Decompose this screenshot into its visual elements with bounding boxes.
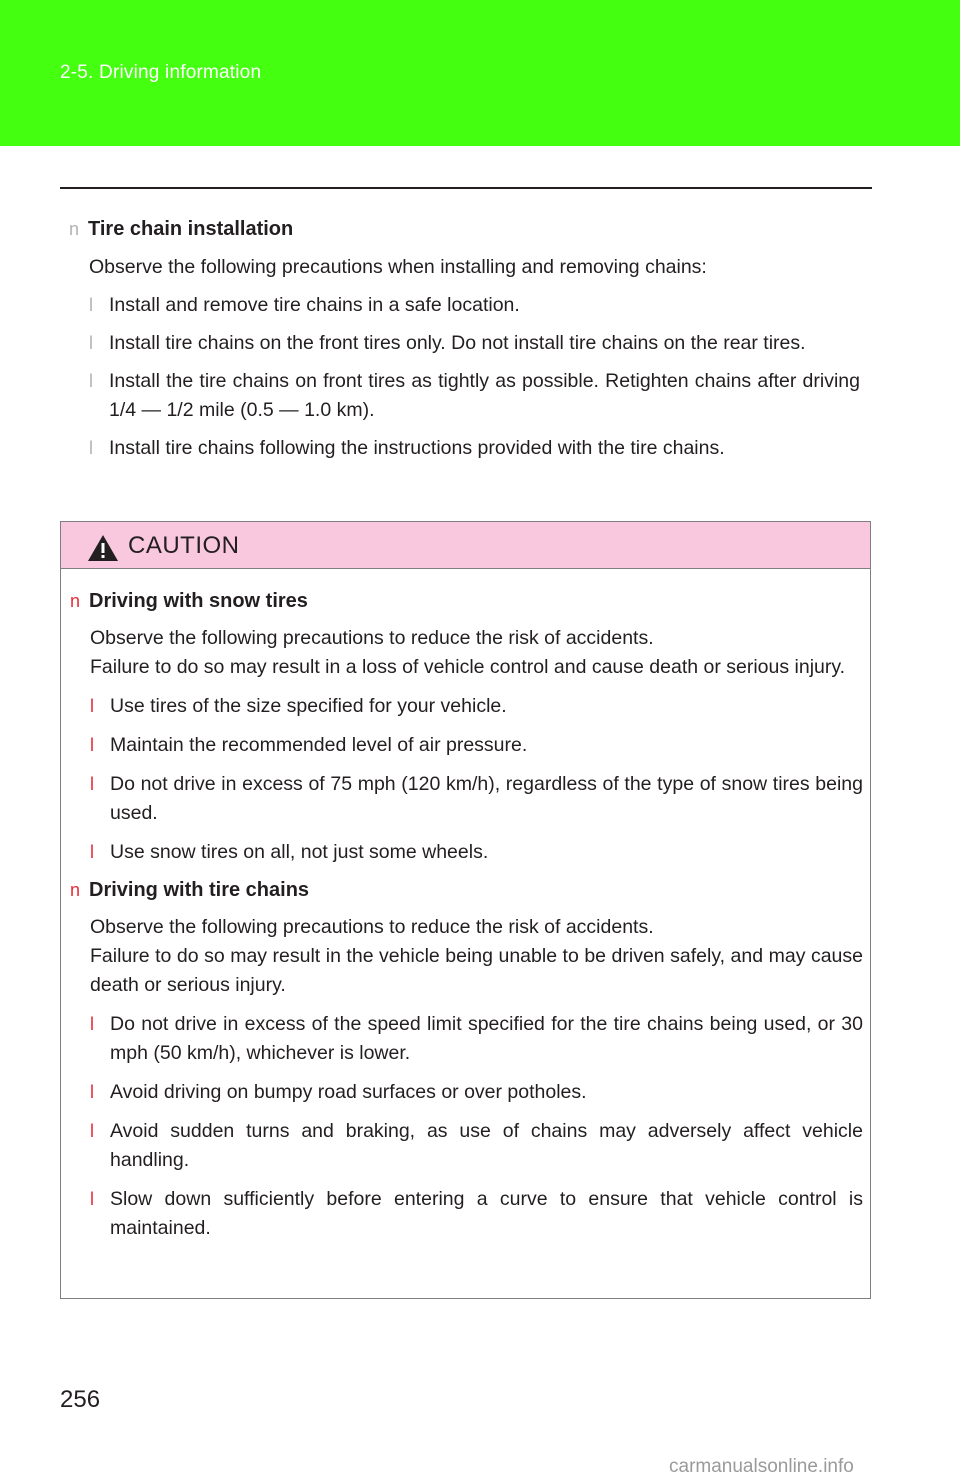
list-item: l Slow down sufficiently before entering a curve to ensure that vehicle control is maintained. <box>61 1185 863 1243</box>
square-bullet-icon: n <box>70 880 81 900</box>
caution-header <box>61 522 870 569</box>
bullet-icon: l <box>90 842 94 862</box>
list-item: l Do not drive in excess of the speed limit specified for the tire chains being used, or 30 mph (50 km/h), whichever is lower. <box>61 1010 863 1068</box>
bullet-icon: l <box>89 371 93 391</box>
list-item: l Install tire chains on the front tires only. Do not install tire chains on the rear tires. <box>60 329 860 358</box>
page-number: 256 <box>60 1386 101 1413</box>
intro-text: Observe the following precautions when installing and removing chains: <box>89 256 707 278</box>
section-title: 2-5. Driving information <box>60 62 262 83</box>
page-header <box>0 0 960 146</box>
intro-text: Observe the following precautions to reduce the risk of accidents. <box>90 916 654 938</box>
bullet-icon: l <box>89 295 93 315</box>
bullet-icon: l <box>89 438 93 458</box>
section-heading: n Tire chain installation <box>60 214 860 244</box>
bullet-icon: l <box>90 1082 94 1102</box>
bullet-icon: l <box>90 735 94 755</box>
chains-heading: n Driving with tire chains <box>61 875 863 905</box>
list-item: l Do not drive in excess of 75 mph (120 km/h), regardless of the type of snow tires being used. <box>61 770 863 828</box>
list-item: l Use snow tires on all, not just some wheels. <box>61 838 863 867</box>
warning-text: Failure to do so may result in the vehicle being unable to be driven safely, and may cause death or serious injury. <box>90 945 863 996</box>
divider <box>60 187 872 189</box>
list-item: l Install the tire chains on front tires as tightly as possible. Retighten chains after driving 1/4 — 1/2 mile (0.5 — 1.0 km). <box>60 367 860 425</box>
list-item: l Install tire chains following the instructions provided with the tire chains. <box>60 434 860 463</box>
warning-text: Failure to do so may result in a loss of vehicle control and cause death or serious injury. <box>90 656 846 678</box>
caution-title: CAUTION <box>128 532 240 559</box>
snow-heading: n Driving with snow tires <box>61 586 863 616</box>
list-item: l Avoid driving on bumpy road surfaces or over potholes. <box>61 1078 863 1107</box>
list-item: l Install and remove tire chains in a safe location. <box>60 291 860 320</box>
bullet-icon: l <box>90 1189 94 1209</box>
list-item: l Maintain the recommended level of air pressure. <box>61 731 863 760</box>
warning-triangle-icon <box>87 534 119 562</box>
square-bullet-icon: n <box>70 591 81 611</box>
bullet-icon: l <box>90 1014 94 1034</box>
list-item: l Avoid sudden turns and braking, as use of chains may adversely affect vehicle handling. <box>61 1117 863 1175</box>
bullet-icon: l <box>90 1121 94 1141</box>
intro-text: Observe the following precautions to reduce the risk of accidents. <box>90 627 654 649</box>
bullet-icon: l <box>89 333 93 353</box>
list-item: l Use tires of the size specified for your vehicle. <box>61 692 863 721</box>
bullet-icon: l <box>90 696 94 716</box>
caution-body <box>61 586 863 1243</box>
watermark: carmanualsonline.info <box>669 1456 854 1477</box>
tire-chain-section <box>60 214 860 463</box>
bullet-icon: l <box>90 774 94 794</box>
square-bullet-icon: n <box>69 219 80 239</box>
caution-box <box>60 521 871 1299</box>
